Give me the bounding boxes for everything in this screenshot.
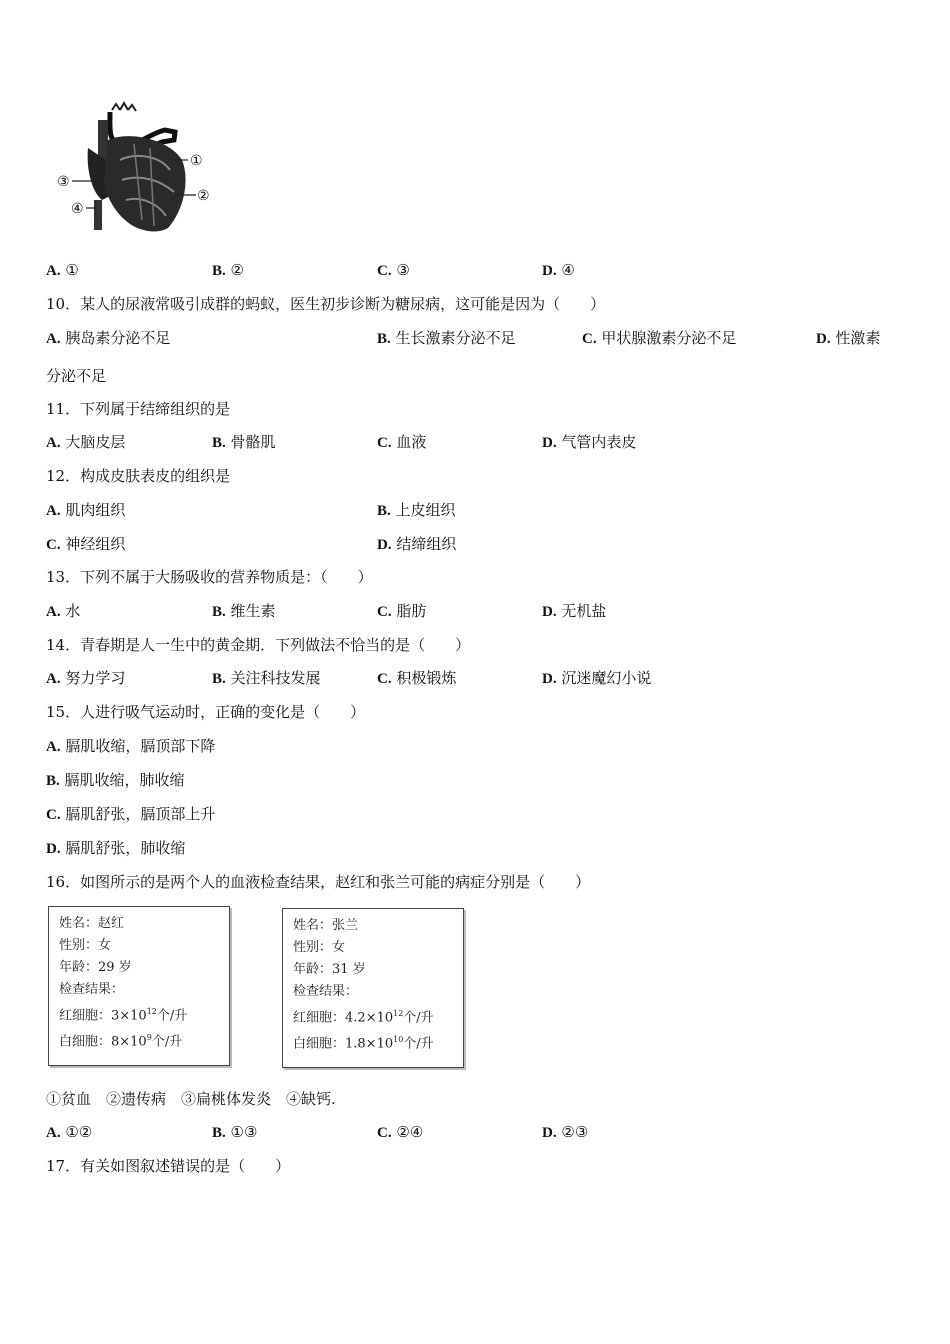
card-name: 姓名：张兰 — [293, 918, 359, 933]
q10-option-c[interactable]: C. 甲状腺激素分泌不足 — [582, 329, 737, 347]
q9-option-d[interactable]: D. ④ — [542, 261, 575, 279]
q12-option-b[interactable]: B. 上皮组织 — [377, 501, 456, 519]
card-sex: 性别：女 — [293, 940, 346, 955]
q14-stem: 14．青春期是人一生中的黄金期．下列做法不恰当的是（ ） — [46, 636, 471, 654]
q9-option-b[interactable]: B. ② — [212, 261, 244, 279]
heart-label-3: ③ — [57, 174, 70, 190]
q11-option-c[interactable]: C. 血液 — [377, 433, 427, 451]
q12-option-a[interactable]: A. 肌肉组织 — [46, 501, 126, 519]
q11-option-b[interactable]: B. 骨骼肌 — [212, 433, 276, 451]
q11-option-d[interactable]: D. 气管内表皮 — [542, 433, 637, 451]
q10-stem: 10．某人的尿液常吸引成群的蚂蚁，医生初步诊断为糖尿病，这可能是因为（ ） — [46, 295, 606, 313]
q13-option-c[interactable]: C. 脂肪 — [377, 602, 427, 620]
blood-test-card-zhanglan — [282, 908, 464, 1068]
q16-option-c[interactable]: C. ②④ — [377, 1123, 424, 1141]
q14-option-d[interactable]: D. 沉迷魔幻小说 — [542, 669, 652, 687]
q17-stem: 17．有关如图叙述错误的是（ ） — [46, 1157, 291, 1175]
card-rbc: 红细胞：$4.2\times 10^{12}$个/升 — [293, 1009, 434, 1026]
card-sex: 性别：女 — [59, 938, 112, 953]
heart-label-2: ② — [197, 188, 210, 204]
q10-option-d-continuation: 分泌不足 — [46, 367, 107, 385]
q10-option-b[interactable]: B. 生长激素分泌不足 — [377, 329, 516, 347]
q14-option-a[interactable]: A. 努力学习 — [46, 669, 126, 687]
card-result-heading: 检查结果： — [59, 982, 125, 997]
q12-option-c[interactable]: C. 神经组织 — [46, 535, 126, 553]
blood-test-card-zhaohong — [48, 906, 230, 1066]
q12-option-d[interactable]: D. 结缔组织 — [377, 535, 457, 553]
card-name: 姓名：赵红 — [59, 916, 125, 931]
q9-option-a[interactable]: A. ① — [46, 261, 79, 279]
heart-label-4: ④ — [71, 201, 84, 217]
q12-stem: 12．构成皮肤表皮的组织是 — [46, 467, 231, 485]
card-age: 年龄：31 岁 — [293, 962, 366, 977]
card-wbc: 白细胞：$1.8\times 10^{10}$个/升 — [293, 1035, 434, 1052]
q16-option-a[interactable]: A. ①② — [46, 1123, 93, 1141]
q10-option-d[interactable]: D. 性激素 — [816, 329, 881, 347]
q13-option-b[interactable]: B. 维生素 — [212, 602, 276, 620]
q15-option-a[interactable]: A. 膈肌收缩，膈顶部下降 — [46, 737, 216, 755]
card-wbc: 白细胞：$8\times 10^9$个/升 — [59, 1033, 183, 1050]
heart-label-1: ① — [190, 153, 203, 169]
q13-stem: 13．下列不属于大肠吸收的营养物质是：（ ） — [46, 568, 373, 586]
card-age: 年龄：29 岁 — [59, 960, 132, 975]
q13-option-d[interactable]: D. 无机盐 — [542, 602, 607, 620]
q16-choices-line: ①贫血 ②遗传病 ③扁桃体发炎 ④缺钙. — [46, 1090, 336, 1108]
q16-option-d[interactable]: D. ②③ — [542, 1123, 589, 1141]
q16-option-b[interactable]: B. ①③ — [212, 1123, 258, 1141]
q9-option-c[interactable]: C. ③ — [377, 261, 410, 279]
q15-option-b[interactable]: B. 膈肌收缩，肺收缩 — [46, 771, 185, 789]
q11-stem: 11．下列属于结缔组织的是 — [46, 400, 231, 418]
q13-option-a[interactable]: A. 水 — [46, 602, 81, 620]
q10-option-a[interactable]: A. 胰岛素分泌不足 — [46, 329, 171, 347]
q16-stem: 16．如图所示的是两个人的血液检查结果，赵红和张兰可能的病症分别是（ ） — [46, 873, 591, 891]
q11-option-a[interactable]: A. 大脑皮层 — [46, 433, 126, 451]
q14-option-b[interactable]: B. 关注科技发展 — [212, 669, 321, 687]
q15-stem: 15．人进行吸气运动时，正确的变化是（ ） — [46, 703, 366, 721]
q15-option-c[interactable]: C. 膈肌舒张，膈顶部上升 — [46, 805, 216, 823]
card-result-heading: 检查结果： — [293, 984, 359, 999]
q15-option-d[interactable]: D. 膈肌舒张，肺收缩 — [46, 839, 186, 857]
card-rbc: 红细胞：$3\times 10^{12}$个/升 — [59, 1007, 188, 1024]
q14-option-c[interactable]: C. 积极锻炼 — [377, 669, 457, 687]
